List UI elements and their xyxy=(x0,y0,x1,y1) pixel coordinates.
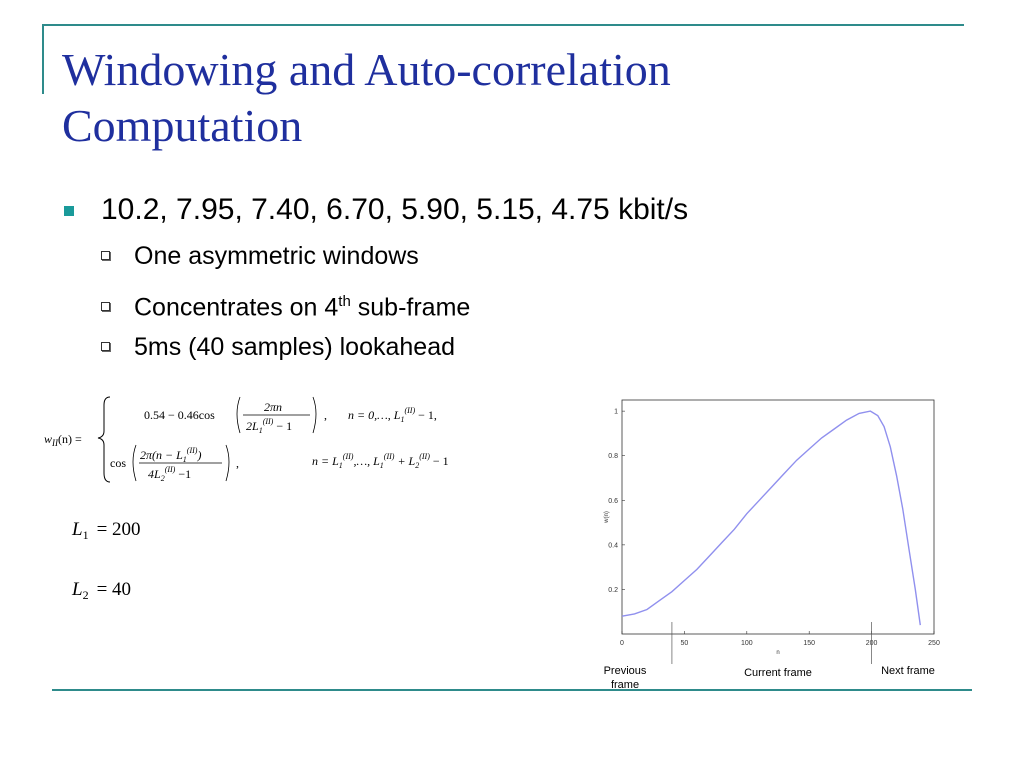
x-tick-label: 200 xyxy=(865,640,878,647)
case2-left-paren xyxy=(133,445,136,481)
formula-brace xyxy=(98,397,110,482)
formula-lhs: $w_{II}(n)$ = xyxy=(44,432,82,448)
case2-comma: , xyxy=(236,456,239,470)
sub-item-2-sup: th xyxy=(338,293,351,310)
slide-title: Windowing and Auto-correlation Computation xyxy=(62,44,671,151)
y-axis-label: w(n) xyxy=(604,511,610,523)
sub-item-3 xyxy=(101,331,455,363)
case2-right-paren xyxy=(226,445,229,481)
sub-item-1-text: One asymmetric windows xyxy=(134,242,419,270)
left-rule xyxy=(42,24,44,94)
case2-condition: $n = L_1^{(II)},\dots$, $L_1^{(II)} + L_2^{(II)} - 1$ xyxy=(312,452,449,470)
y-tick-label: 1 xyxy=(614,408,618,416)
case2-numerator: $2\pi(n - L_1^{(II)})$ xyxy=(140,446,202,464)
x-tick-label: 50 xyxy=(680,640,689,647)
window-chart xyxy=(592,398,972,698)
y-tick-label: 0.8 xyxy=(608,453,618,461)
l2-equation: $L_2 = 40$ xyxy=(72,579,132,602)
x-tick-label: 150 xyxy=(803,640,816,647)
x-tick-label: 250 xyxy=(928,640,940,647)
sub-item-1 xyxy=(101,240,419,272)
case1-comma: , xyxy=(324,408,327,422)
y-tick-label: 0.6 xyxy=(608,497,618,505)
window-formula xyxy=(42,385,522,605)
case2-denominator: $4L_2^{(II)} -1$ xyxy=(148,465,192,483)
case1-denominator: $2L_1^{(II)} - 1$ xyxy=(246,417,293,435)
caption-previous-frame: Previous frame xyxy=(603,665,647,691)
top-rule xyxy=(42,24,964,26)
case1-numerator: 2πn xyxy=(264,400,283,414)
sub-item-3-text: 5ms (40 samples) lookahead xyxy=(134,333,455,361)
x-tick-label: 0 xyxy=(620,640,624,647)
sub-item-2-suffix: sub-frame xyxy=(350,293,471,322)
sub-item-2-prefix: Concentrates on 4 xyxy=(134,293,339,322)
case1-right-paren xyxy=(313,397,316,433)
bullet-text: 10.2, 7.95, 7.40, 6.70, 5.90, 5.15, 4.75 kbit/s xyxy=(101,193,689,226)
hollow-square-icon xyxy=(101,251,110,260)
case2-cos: cos xyxy=(110,456,126,470)
hollow-square-icon xyxy=(101,302,110,311)
case1-expr: 0.54 − 0.46cos xyxy=(144,408,215,422)
case1-left-paren xyxy=(237,397,240,433)
x-axis-label: n xyxy=(776,650,780,656)
caption-current-frame: Current frame xyxy=(744,667,812,679)
y-tick-label: 0.4 xyxy=(608,542,618,550)
hollow-square-icon xyxy=(101,342,110,351)
bullet-square-icon xyxy=(64,206,74,216)
y-tick-label: 0.2 xyxy=(608,586,618,594)
sub-item-2 xyxy=(101,286,470,323)
case1-condition: n = 0,…, $L_1^{(II)} - 1$, xyxy=(348,406,437,424)
caption-next-frame: Next frame xyxy=(881,665,935,677)
x-tick-label: 100 xyxy=(740,640,753,647)
l1-equation: $L_1 = 200$ xyxy=(72,519,141,542)
